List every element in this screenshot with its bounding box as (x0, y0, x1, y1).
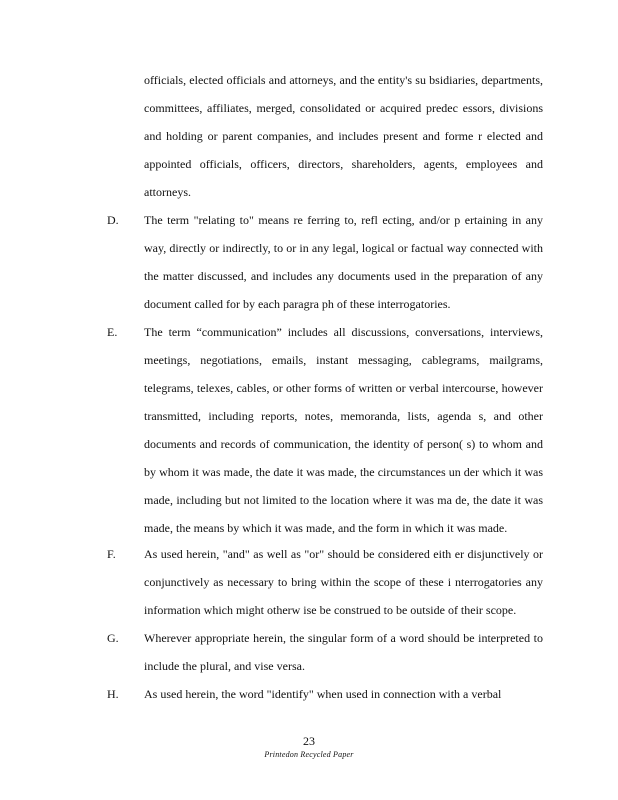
item-marker-e: E. (107, 325, 118, 339)
footer-note: Printedon Recycled Paper (264, 750, 354, 759)
item-marker-h: H. (107, 687, 119, 701)
item-marker-f: F. (107, 547, 116, 561)
intro-paragraph: officials, elected officials and attorneys, and the entity's su bsidiaries, departments, committees, affiliates, merged, consolidated or acquired predec essors, divisions and holding or parent companies, and includes present and forme r elected and appointed officials, officers, directors, shareholders, agents, employees and attorneys. (144, 73, 543, 199)
item-text-f: As used herein, "and" as well as "or" should be considered eith er disjunctively or conjunctively as necessary to bring within the scope of these i nterrogatories any information which might otherw ise be construed to be outside of their scope. (144, 547, 543, 617)
item-text-e: The term “communication” includes all discussions, conversations, interviews, meetings, negotiations, emails, instant messaging, cablegrams, mailgrams, telegrams, telexes, cables, or other forms of written or verbal intercourse, however transmitted, including reports, notes, memoranda, lists, agenda s, and other documents and records of communication, the identity of person( s) to whom and by whom it was made, the date it was made, the circumstances un der which it was made, including but not limited to the location where it was ma de, the date it was made, the means by which it was made, and the form in which it was made. (144, 325, 543, 535)
item-text-h: As used herein, the word "identify" when used in connection with a verbal (144, 687, 502, 701)
item-marker-d: D. (107, 213, 119, 227)
item-marker-g: G. (107, 631, 119, 645)
item-text-g: Wherever appropriate herein, the singular form of a word should be interpreted to include the plural, and vise versa. (144, 631, 543, 673)
item-text-d: The term "relating to" means re ferring to, refl ecting, and/or p ertaining in any way, directly or indirectly, to or in any legal, logical or factual way connected with the matter discussed, and includes any documents used in the preparation of any document called for by each paragra ph of these interrogatories. (144, 213, 543, 311)
page-number: 23 (303, 734, 315, 748)
